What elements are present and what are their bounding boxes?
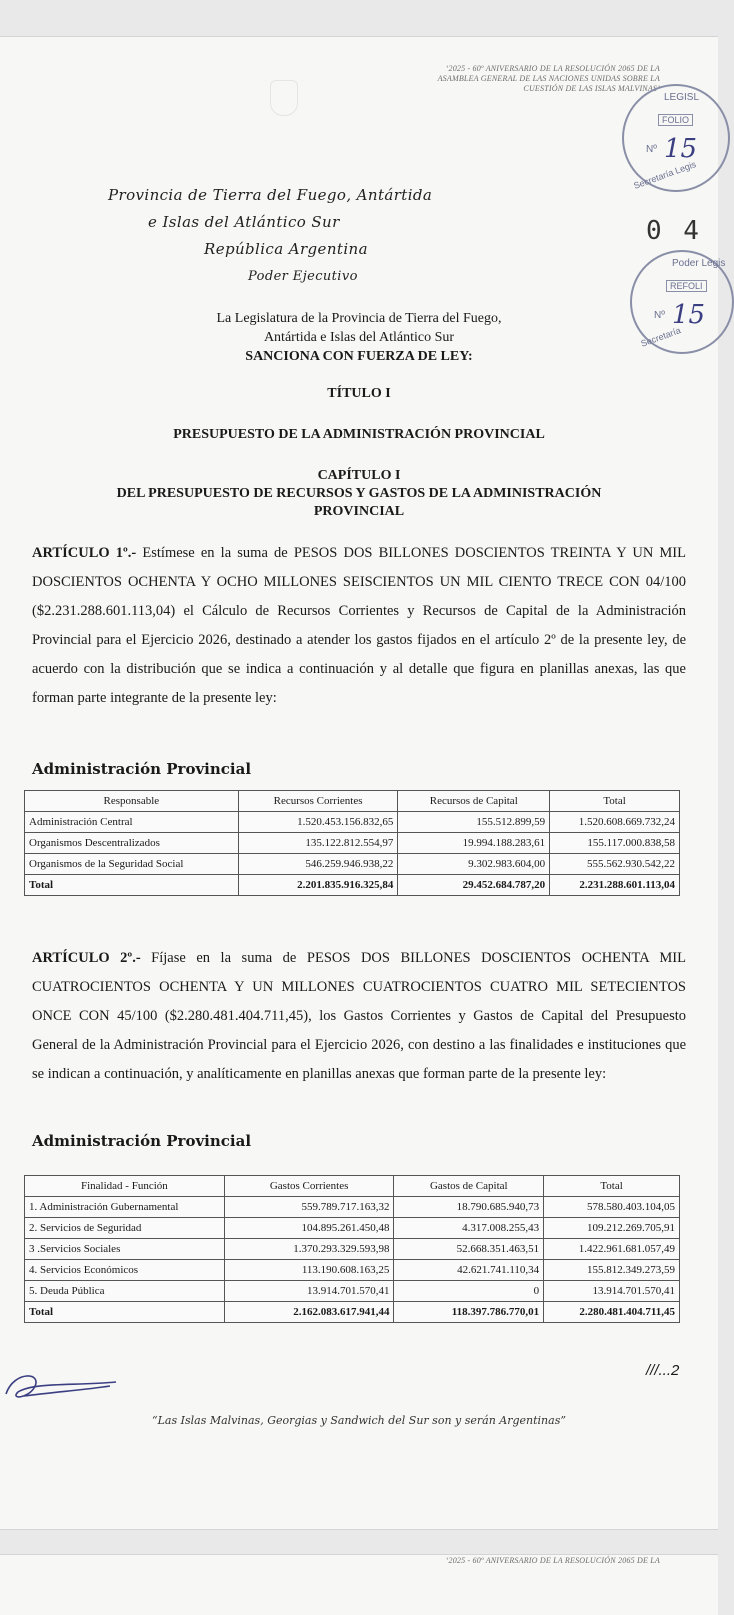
signature-mark <box>4 1364 124 1408</box>
table-header-row <box>25 791 680 812</box>
cell-value: 0 <box>394 1281 544 1302</box>
cell-value: 19.994.188.283,61 <box>398 833 550 854</box>
chapter-heading <box>0 467 718 521</box>
letterhead-line: República Argentina <box>204 240 368 258</box>
letterhead-line: Poder Ejecutivo <box>248 269 358 284</box>
chapter-line: PROVINCIAL <box>313 504 405 519</box>
enacting-line: Antártida e Islas del Atlántico Sur <box>263 330 455 345</box>
cell-value: 29.452.684.787,20 <box>398 875 550 896</box>
cell-value: 118.397.786.770,01 <box>394 1302 544 1323</box>
legislature-stamp <box>622 84 730 192</box>
anniversary-line: ‘2025 - 60º ANIVERSARIO DE LA RESOLUCIÓN 2065 DE LA <box>445 1556 660 1565</box>
anniversary-line: CUESTIÓN DE LAS ISLAS MALVINAS’ <box>523 84 660 93</box>
column-header: Gastos de Capital <box>394 1176 544 1197</box>
cell-value: 1.422.961.681.057,49 <box>544 1239 680 1260</box>
column-header: Responsable <box>25 791 239 812</box>
article-label: ARTÍCULO 2º.- <box>32 950 141 966</box>
anniversary-line: ASAMBLEA GENERAL DE LAS NACIONES UNIDAS SOBRE LA <box>437 74 660 83</box>
stamp-handwritten-number: 15 <box>672 300 706 330</box>
table-row <box>25 833 680 854</box>
chapter-line: CAPÍTULO I <box>317 468 401 483</box>
cell-value: 9.302.983.604,00 <box>398 854 550 875</box>
table-row <box>25 1197 680 1218</box>
cell-value: 13.914.701.570,41 <box>544 1281 680 1302</box>
letterhead-line: Provincia de Tierra del Fuego, Antártida <box>108 186 433 204</box>
table-row <box>25 1260 680 1281</box>
cell-value: 578.580.403.104,05 <box>544 1197 680 1218</box>
cell-value: 1.520.608.669.732,24 <box>550 812 680 833</box>
table-row <box>25 812 680 833</box>
cell-value: 2.162.083.617.941,44 <box>224 1302 394 1323</box>
enacting-clause <box>0 309 718 366</box>
resources-table <box>24 790 680 896</box>
article-text: Fíjase en la suma de PESOS DOS BILLONES DOSCIENTOS OCHENTA MIL CUATROCIENTOS OCHENTA Y UN MILLONES CUATROCIENTOS CUATRO MIL SETECIENTOS ONCE CON 45/100 ($2.280.481.404.711,45), los Gastos Corrientes y Gastos de Capital del Presupuesto General de la Administración Provincial para el Ejercicio 2026, con destino a las finalidades e instituciones que se indican a continuación, y analíticamente en planillas anexas que forman parte de la presente ley: <box>32 950 686 1082</box>
anniversary-legend <box>438 64 660 94</box>
column-header: Recursos de Capital <box>398 791 550 812</box>
cell-value: 555.562.930.542,22 <box>550 854 680 875</box>
stamp-text: Nº <box>646 144 657 155</box>
cell-value: 109.212.269.705,91 <box>544 1218 680 1239</box>
row-label: Administración Central <box>25 812 239 833</box>
budget-heading: PRESUPUESTO DE LA ADMINISTRACIÓN PROVINCIAL <box>173 427 545 442</box>
cell-value: 104.895.261.450,48 <box>224 1218 394 1239</box>
stamp-text: FOLIO <box>658 114 693 126</box>
column-header: Total <box>544 1176 680 1197</box>
letterhead <box>108 182 432 290</box>
article-text: Estímese en la suma de PESOS DOS BILLONES DOSCIENTOS TREINTA Y UN MIL DOSCIENTOS OCHENTA Y OCHO MILLONES SEISCIENTOS UN MIL CIENTO TRECE CON 04/100 ($2.231.288.601.113,04) el Cálculo de Recursos Corrientes y Recursos de Capital de la Administración Provincial para el Ejercicio 2026, destinado a atender los gastos fijados en el artículo 2º de la presente ley, de acuerdo con la distribución que se indica a continuación y al detalle que figura en planillas anexas, las que forman parte integrante de la presente ley: <box>32 545 686 706</box>
folio-number: 0 4 <box>646 216 702 246</box>
row-label: Total <box>25 1302 225 1323</box>
cell-value: 18.790.685.940,73 <box>394 1197 544 1218</box>
cell-value: 2.280.481.404.711,45 <box>544 1302 680 1323</box>
cell-value: 52.668.351.463,51 <box>394 1239 544 1260</box>
row-label: 3 .Servicios Sociales <box>25 1239 225 1260</box>
stamp-text: Secretaría Legis <box>632 159 698 191</box>
cell-value: 155.812.349.273,59 <box>544 1260 680 1281</box>
column-header: Recursos Corrientes <box>238 791 398 812</box>
cell-value: 155.512.899,59 <box>398 812 550 833</box>
row-label: Organismos Descentralizados <box>25 833 239 854</box>
row-label: 2. Servicios de Seguridad <box>25 1218 225 1239</box>
table-row <box>25 854 680 875</box>
enacting-line: SANCIONA CON FUERZA DE LEY: <box>245 349 473 364</box>
crest-watermark <box>270 80 298 116</box>
expenditures-table <box>24 1175 680 1323</box>
cell-value: 155.117.000.838,58 <box>550 833 680 854</box>
cell-value: 546.259.946.938,22 <box>238 854 398 875</box>
column-header: Finalidad - Función <box>25 1176 225 1197</box>
table-row <box>25 1239 680 1260</box>
cell-value: 2.231.288.601.113,04 <box>550 875 680 896</box>
row-label: 5. Deuda Pública <box>25 1281 225 1302</box>
article-2 <box>32 944 686 1089</box>
cell-value: 13.914.701.570,41 <box>224 1281 394 1302</box>
table-total-row <box>25 875 680 896</box>
page-continuation-marker: ///...2 <box>646 1362 680 1379</box>
cell-value: 1.520.453.156.832,65 <box>238 812 398 833</box>
column-header: Total <box>550 791 680 812</box>
title-heading: TÍTULO I <box>327 386 391 401</box>
table-row <box>25 1218 680 1239</box>
cell-value: 113.190.608.163,25 <box>224 1260 394 1281</box>
row-label: Organismos de la Seguridad Social <box>25 854 239 875</box>
table-header-row <box>25 1176 680 1197</box>
cell-value: 559.789.717.163,32 <box>224 1197 394 1218</box>
stamp-handwritten-number: 15 <box>664 134 698 164</box>
row-label: Total <box>25 875 239 896</box>
letterhead-line: e Islas del Atlántico Sur <box>148 213 340 231</box>
anniversary-line: ‘2025 - 60º ANIVERSARIO DE LA RESOLUCIÓN 2065 DE LA <box>445 64 660 73</box>
row-label: 1. Administración Gubernamental <box>25 1197 225 1218</box>
stamp-text: Secretaría <box>639 325 682 349</box>
stamp-text: LEGISL <box>664 92 700 103</box>
footer-motto: “Las Islas Malvinas, Georgias y Sandwich del Sur son y serán Argentinas” <box>152 1414 566 1427</box>
table-title: Administración Provincial <box>32 760 252 778</box>
stamp-text: REFOLI <box>666 280 707 292</box>
cell-value: 135.122.812.554,97 <box>238 833 398 854</box>
table-row <box>25 1281 680 1302</box>
table-title: Administración Provincial <box>32 1132 252 1150</box>
table-total-row <box>25 1302 680 1323</box>
chapter-line: DEL PRESUPUESTO DE RECURSOS Y GASTOS DE LA ADMINISTRACIÓN <box>116 486 602 501</box>
stamp-text: Nº <box>654 310 665 321</box>
article-label: ARTÍCULO 1º.- <box>32 545 137 561</box>
cell-value: 4.317.008.255,43 <box>394 1218 544 1239</box>
cell-value: 1.370.293.329.593,98 <box>224 1239 394 1260</box>
anniversary-legend-next-page <box>446 1556 660 1566</box>
row-label: 4. Servicios Económicos <box>25 1260 225 1281</box>
stamp-text: Poder Legis <box>672 258 726 269</box>
enacting-line: La Legislatura de la Provincia de Tierra del Fuego, <box>216 311 502 326</box>
cell-value: 2.201.835.916.325,84 <box>238 875 398 896</box>
cell-value: 42.621.741.110,34 <box>394 1260 544 1281</box>
column-header: Gastos Corrientes <box>224 1176 394 1197</box>
article-1 <box>32 539 686 713</box>
